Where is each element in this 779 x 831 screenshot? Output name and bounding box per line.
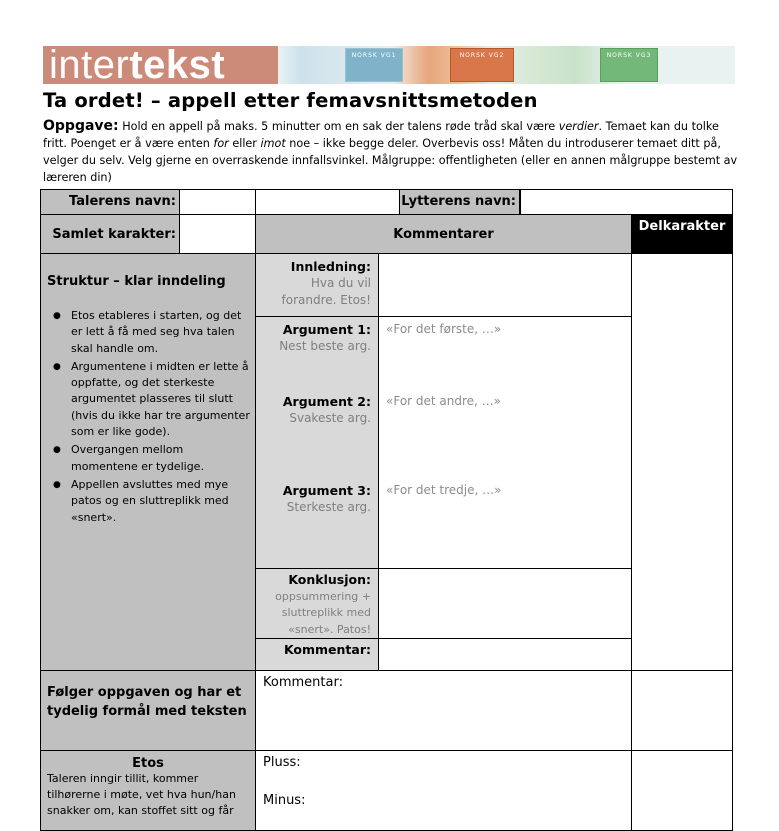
evaluation-form xyxy=(40,189,733,831)
structure-heading: Struktur – klar inndeling xyxy=(47,274,226,289)
task-lead: Oppgave: xyxy=(43,118,119,134)
partial-grades-header: Delkarakter xyxy=(632,215,733,254)
argument-1-label: Argument 1: xyxy=(282,322,371,337)
total-grade-field[interactable] xyxy=(180,215,256,254)
structure-grade-field[interactable] xyxy=(632,254,733,671)
task-description: Oppgave: Hold en appell på maks. 5 minutter om en sak der talens røde tråd skal være verdier. Temaet kan du tolke fritt. Poenget er å være enten for eller imot noe – ikke begge deler. Overbevis oss! Måten du introduserer temaet ditt på, velger du selv. Velg gjerne en overraskende innfallsvinkel. Målgruppe: offentligheten (eller en annen målgruppe bestemt av læreren din) xyxy=(43,118,738,184)
argument-1-hint: «For det første, …» xyxy=(386,322,502,336)
intertekst-logo: intertekst xyxy=(43,46,278,84)
ethos-minus-label: Minus: xyxy=(263,793,306,808)
argument-2-sub: Svakeste arg. xyxy=(289,411,371,425)
structure-comment-label: Kommentar: xyxy=(283,642,371,657)
argument-2-hint: «For det andre, …» xyxy=(386,394,502,408)
purpose-grade-field[interactable] xyxy=(632,671,733,751)
purpose-comment-label: Kommentar: xyxy=(263,675,343,690)
argument-3-label: Argument 3: xyxy=(282,483,371,498)
ethos-description: Taleren inngir tillit, kommer tilhørerne i møte, vet hva hun/han snakker om, kan stoffet sitt og får xyxy=(47,772,236,817)
list-item: ● Appellen avsluttes med mye patos og en sluttreplikk med «snert». xyxy=(47,477,251,526)
comments-header: Kommentarer xyxy=(256,215,632,254)
purpose-comment-field[interactable] xyxy=(256,671,632,751)
structure-criteria xyxy=(41,254,256,671)
total-grade-label: Samlet karakter: xyxy=(52,226,176,242)
list-item: ● Etos etableres i starten, og det er lett å få med seg hva talen skal handle om. xyxy=(47,308,251,357)
argument-2-label: Argument 2: xyxy=(282,394,371,409)
list-item: ● Argumentene i midten er lette å oppfatte, og det sterkeste argumentet plasseres til slutt (hvis du ikke har tre argumenter som er like gode). xyxy=(47,359,251,440)
book-cover-icon: NORSK VG1 xyxy=(345,48,403,82)
argument-3-hint: «For det tredje, …» xyxy=(386,483,502,497)
book-cover-icon: NORSK VG2 xyxy=(450,48,514,82)
listener-name-field[interactable] xyxy=(521,190,733,215)
intro-label: Innledning: xyxy=(290,259,371,274)
argument-3-sub: Sterkeste arg. xyxy=(286,500,371,514)
ethos-heading: Etos xyxy=(132,756,164,771)
ethos-plus-label: Pluss: xyxy=(263,755,301,770)
conclusion-label: Konklusjon: xyxy=(288,572,371,587)
ethos-comment-field[interactable] xyxy=(256,751,632,831)
intro-field[interactable] xyxy=(379,254,632,317)
page-title: Ta ordet! – appell etter femavsnittsmetoden xyxy=(43,89,538,112)
arguments-field[interactable] xyxy=(379,317,632,569)
listener-name-label: Lytterens navn: xyxy=(399,190,520,214)
conclusion-field[interactable] xyxy=(379,569,632,639)
argument-1-sub: Nest beste arg. xyxy=(279,339,371,353)
list-item: ● Overgangen mellom momentene er tydelige. xyxy=(47,442,251,475)
ethos-grade-field[interactable] xyxy=(632,751,733,831)
conclusion-sub: oppsummering + sluttreplikk med «snert». Patos! xyxy=(275,589,371,636)
structure-comment-field[interactable] xyxy=(379,639,632,671)
speaker-name-field[interactable] xyxy=(256,190,399,214)
speaker-name-label: Talerens navn: xyxy=(41,190,179,214)
purpose-heading: Følger oppgaven og har et tydelig formål med teksten xyxy=(47,685,247,719)
book-cover-icon: NORSK VG3 xyxy=(600,48,658,82)
structure-bullets xyxy=(47,308,251,526)
intertekst-banner xyxy=(43,46,735,84)
intro-sub: Hva du vil forandre. Etos! xyxy=(281,276,371,307)
book-covers xyxy=(278,46,735,84)
